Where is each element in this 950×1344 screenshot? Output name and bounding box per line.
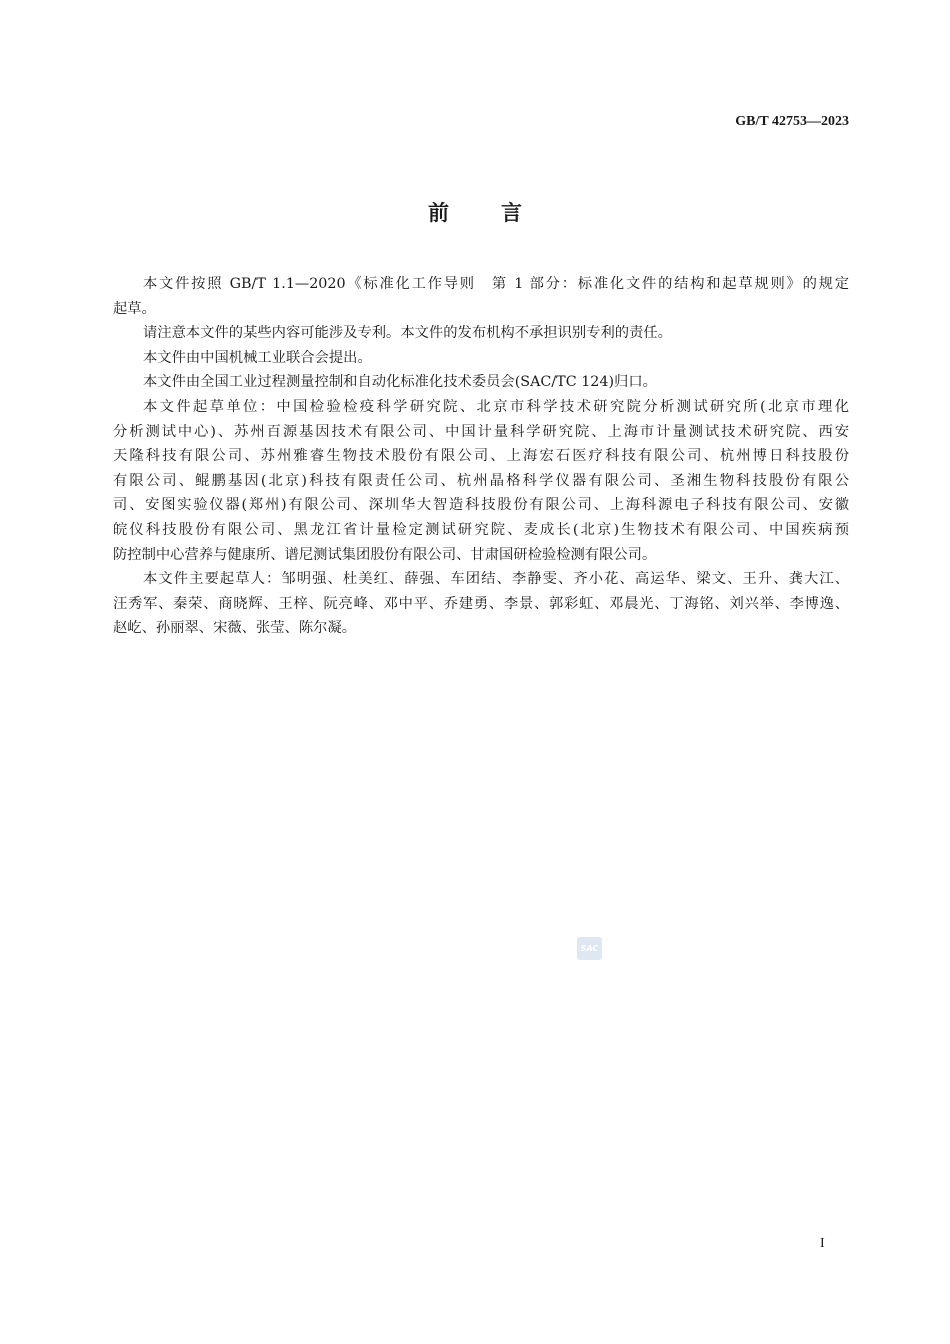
text-line: 本文件由中国机械工业联合会提出。 — [143, 349, 372, 366]
paragraph — [113, 321, 849, 346]
text-line: 有限公司、鲲鹏基因(北京)科技有限责任公司、杭州晶格科学仪器有限公司、圣湘生物科技股份有限公 — [113, 472, 849, 489]
text-line: 汪秀军、秦荣、商晓辉、王梓、阮亮峰、邓中平、乔建勇、李景、郭彩虹、邓晨光、丁海铭、刘兴举、李博逸、 — [113, 595, 849, 612]
text-line: 防控制中心营养与健康所、谱尼测试集团股份有限公司、甘肃国研检验检测有限公司。 — [113, 546, 657, 563]
text-line: 赵屹、孙丽翠、宋薇、张莹、陈尔凝。 — [113, 620, 357, 637]
paragraph — [113, 272, 849, 321]
page-number: I — [820, 1236, 825, 1251]
sac-watermark-logo: SAC — [577, 937, 602, 960]
paragraph — [113, 567, 849, 641]
text-line: 请注意本文件的某些内容可能涉及专利。本文件的发布机构不承担识别专利的责任。 — [143, 325, 672, 342]
text-line: 本文件由全国工业过程测量控制和自动化标准化技术委员会(SAC/TC 124)归口。 — [143, 374, 657, 391]
text-line: 分析测试中心)、苏州百源基因技术有限公司、中国计量科学研究院、上海市计量测试技术研究院、西安 — [113, 423, 849, 440]
text-line: 本文件按照 GB/T 1.1—2020《标准化工作导则 第 1 部分：标准化文件的结构和起草规则》的规定 — [143, 276, 849, 292]
paragraph — [113, 346, 849, 371]
text-line: 本文件主要起草人：邹明强、杜美红、薛强、车团结、李静雯、齐小花、高运华、梁文、王升、龚大江、 — [143, 571, 849, 588]
standard-code: GB/T 42753—2023 — [735, 114, 849, 129]
text-line: 天隆科技有限公司、苏州雅睿生物技术股份有限公司、上海宏石医疗科技有限公司、杭州博日科技股份 — [113, 448, 849, 465]
paragraph — [113, 395, 849, 567]
paragraph — [113, 370, 849, 395]
text-line: 司、安图实验仪器(郑州)有限公司、深圳华大智造科技股份有限公司、上海科源电子科技有限公司、安徽 — [113, 497, 849, 514]
text-line: 本文件起草单位：中国检验检疫科学研究院、北京市科学技术研究院分析测试研究所(北京市理化 — [143, 398, 849, 415]
text-line: 起草。 — [113, 300, 156, 317]
text-line: 皖仪科技股份有限公司、黑龙江省计量检定测试研究院、麦成长(北京)生物技术有限公司、中国疾病预 — [113, 521, 849, 538]
page-title: 前言 — [428, 201, 574, 225]
document-body — [113, 272, 849, 641]
